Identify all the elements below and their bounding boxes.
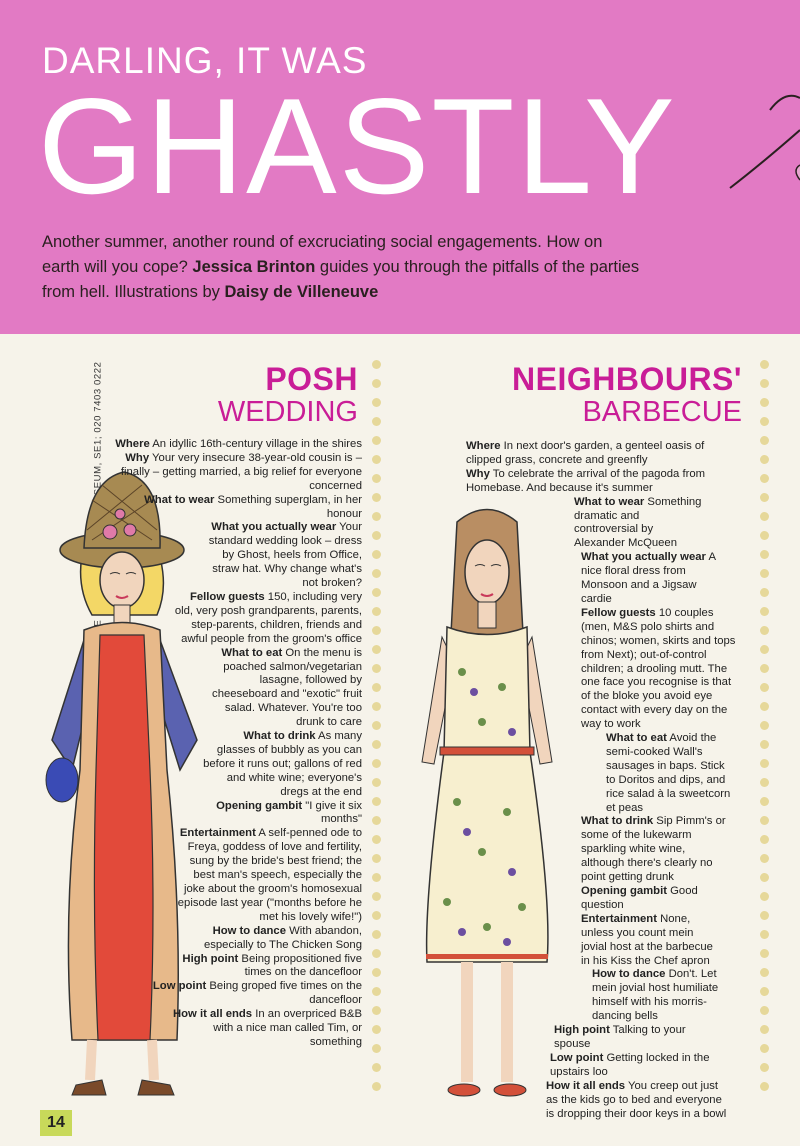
- divider-dot: [760, 436, 769, 445]
- entry-text: A nice floral dress from Monsoon and a Jigsaw cardie: [581, 551, 716, 605]
- entry-text: A self-penned ode to Freya, goddess of love and fertility, sung by the bride's best friend; the best man's speech, especially the joke about the groom's homosexual episode last year ("months before he met his lovely wife!"): [177, 827, 362, 923]
- entry: [550, 1052, 716, 1080]
- divider-dot: [760, 626, 769, 635]
- entry-label: Entertainment: [581, 912, 657, 925]
- entry: [202, 730, 362, 800]
- divider-dot: [372, 588, 381, 597]
- divider-dot: [760, 1025, 769, 1034]
- divider-dot: [760, 569, 769, 578]
- entry-text: In next door's garden, a genteel oasis of clipped grass, concrete and greenfly: [466, 440, 705, 466]
- kicker: DARLING, IT WAS: [42, 40, 368, 81]
- entry-label: What to wear: [574, 495, 645, 508]
- neighbours-barbecue-title-light: BARBECUE: [582, 396, 742, 428]
- entry-label: Where: [115, 438, 150, 450]
- entry: [190, 925, 362, 953]
- divider-dot: [760, 854, 769, 863]
- entry: [554, 1024, 716, 1052]
- divider-dot: [372, 930, 381, 939]
- neighbours-barbecue-heading: [470, 362, 742, 428]
- divider-dot: [760, 835, 769, 844]
- divider-dot: [760, 550, 769, 559]
- divider-dot: [372, 816, 381, 825]
- entry-label: Low point: [152, 980, 207, 993]
- divider-dot: [760, 968, 769, 977]
- divider-dot: [760, 588, 769, 597]
- divider-dot: [372, 531, 381, 540]
- divider-dot: [372, 645, 381, 654]
- entry-label: Fellow guests: [189, 590, 265, 603]
- divider-dot: [372, 512, 381, 521]
- posh-wedding-title-light: WEDDING: [217, 396, 358, 428]
- entry-label: How to dance: [212, 924, 286, 937]
- divider-dot: [760, 721, 769, 730]
- entry: [581, 885, 736, 913]
- divider-dot: [760, 911, 769, 920]
- entry-text: On the menu is poached salmon/vegetarian lasagne, followed by cheeseboard and "exotic" fruit salad. Whatever. You're too drunk to care: [212, 646, 362, 729]
- entry-label: How it all ends: [173, 1008, 253, 1021]
- entry-text: Being propositioned five times on the dancefloor: [238, 952, 362, 979]
- divider-dot: [760, 1082, 769, 1091]
- divider-dot: [760, 759, 769, 768]
- divider-dot: [372, 1006, 381, 1015]
- divider-dot: [760, 683, 769, 692]
- divider-dot: [372, 1025, 381, 1034]
- entry: [174, 591, 362, 647]
- entry-label: High point: [554, 1024, 610, 1037]
- divider-dot: [760, 512, 769, 521]
- entry-label: Low point: [550, 1051, 604, 1064]
- entry-label: Opening gambit: [581, 885, 667, 897]
- divider-dot: [760, 1006, 769, 1015]
- standfirst-text: guides you through the pitfalls of the parties from hell. Illustrations by: [42, 258, 640, 301]
- entry-text: With abandon, especially to The Chicken Song: [203, 924, 362, 951]
- entry-label: Where: [466, 440, 501, 452]
- entry-text: 150, including very old, very posh grandparents, parents, step-parents, children, friends and awful people from the groom's office: [174, 590, 362, 645]
- divider-dot: [760, 360, 769, 369]
- entry-label: How it all ends: [546, 1079, 626, 1092]
- divider-dot: [372, 683, 381, 692]
- entry-label: Why: [466, 467, 490, 480]
- divider-dot: [372, 740, 381, 749]
- entry-label: How to dance: [592, 968, 666, 981]
- entry: [100, 438, 362, 452]
- entry: [606, 732, 734, 815]
- divider-dot: [372, 417, 381, 426]
- entry: [200, 521, 362, 591]
- divider-dot: [760, 930, 769, 939]
- entry: [176, 800, 362, 828]
- entry-label: What to eat: [606, 732, 667, 745]
- entry-text: To celebrate the arrival of the pagoda from Homebase. And because it's summer: [466, 467, 706, 494]
- divider-dot: [372, 835, 381, 844]
- divider-dot: [372, 360, 381, 369]
- entry-label: What to eat: [221, 646, 283, 659]
- divider-dot: [372, 911, 381, 920]
- divider-dot: [372, 873, 381, 882]
- divider-dot: [760, 455, 769, 464]
- posh-wedding-title-bold: POSH: [265, 361, 358, 397]
- entry-text: Something dramatic and controversial by Alexander McQueen: [574, 495, 702, 550]
- entry-label: What you actually wear: [211, 521, 337, 534]
- divider-dot: [372, 1063, 381, 1072]
- entry-text: Something superglam, in her honour: [214, 493, 362, 520]
- divider-dot: [760, 892, 769, 901]
- entry-label: What to wear: [144, 493, 215, 506]
- divider-dot: [372, 436, 381, 445]
- entry-text: As many glasses of bubbly as you can before it runs out; gallons of red and white wine; everyone's dregs at the end: [203, 730, 362, 798]
- entry-label: Why: [125, 451, 150, 464]
- neighbours-barbecue-title-bold: NEIGHBOURS': [511, 361, 742, 397]
- divider-dot: [372, 968, 381, 977]
- divider-dot: [760, 740, 769, 749]
- headline: GHASTLY: [38, 70, 677, 222]
- divider-dot: [760, 493, 769, 502]
- divider-dot: [372, 664, 381, 673]
- entry-text: 10 couples (men, M&S polo shirts and chinos; women, skirts and tops from Next); out-of-control children; a drooling mutt. The one face you recognise is that of the bloke you avoid eye contact with every day on the way to work: [581, 606, 736, 731]
- posh-wedding-copy: [100, 438, 362, 1050]
- divider-dot: [372, 854, 381, 863]
- entry-label: What to drink: [243, 730, 316, 743]
- entry-label: What you actually wear: [581, 551, 706, 564]
- entry-text: Avoid the semi-cooked Wall's sausages in baps. Stick to Doritos and dips, and rice salad à la sweetcorn et peas: [606, 732, 731, 814]
- divider-dot: [760, 873, 769, 882]
- divider-dot: [372, 569, 381, 578]
- divider-dot: [760, 778, 769, 787]
- divider-dot: [372, 702, 381, 711]
- divider-dot: [372, 797, 381, 806]
- entry: [160, 1008, 362, 1050]
- entry-label: Opening gambit: [216, 799, 303, 812]
- divider-dot: [372, 379, 381, 388]
- entry: [574, 496, 702, 552]
- posh-wedding-heading: [170, 362, 358, 428]
- standfirst: [42, 230, 642, 305]
- entry-text: You creep out just as the kids go to bed and everyone is dropping their door keys in a bowl: [546, 1079, 727, 1120]
- entry-text: None, unless you count mein jovial host at the barbecue in his Kiss the Chef apron: [581, 912, 713, 967]
- divider-dot: [760, 379, 769, 388]
- entry: [581, 815, 726, 885]
- divider-dot: [760, 1044, 769, 1053]
- entry: [466, 468, 748, 496]
- divider-dot: [760, 816, 769, 825]
- divider-dot: [372, 949, 381, 958]
- entry: [466, 440, 738, 468]
- dot-divider-right: [760, 360, 770, 1101]
- entry-label: High point: [182, 952, 239, 965]
- standfirst-text: Another summer, another round of excruciating social engagements. How on earth will you cope?: [42, 233, 603, 276]
- divider-dot: [760, 987, 769, 996]
- divider-dot: [372, 721, 381, 730]
- divider-dot: [760, 398, 769, 407]
- author-name: Jessica Brinton: [192, 258, 316, 276]
- divider-dot: [760, 702, 769, 711]
- divider-dot: [760, 664, 769, 673]
- entry-text: Being groped five times on the dancefloor: [206, 980, 362, 1007]
- divider-dot: [372, 455, 381, 464]
- divider-dot: [372, 759, 381, 768]
- entry: [144, 980, 362, 1008]
- entry-text: Good question: [581, 885, 698, 911]
- divider-dot: [372, 626, 381, 635]
- illustrator-name: Daisy de Villeneuve: [224, 283, 379, 301]
- dot-divider-left: [372, 360, 382, 1101]
- entry: [100, 452, 362, 494]
- divider-dot: [372, 892, 381, 901]
- divider-dot: [372, 607, 381, 616]
- entry-text: Your standard wedding look – dress by Ghost, heels from Office, straw hat. Why change what's not broken?: [208, 521, 362, 590]
- entry: [174, 827, 362, 924]
- divider-dot: [760, 417, 769, 426]
- entry-text: Sip Pimm's or some of the lukewarm sparkling white wine, although there's clearly no point getting drunk: [581, 815, 726, 884]
- entry: [592, 968, 722, 1024]
- entry-label: What to drink: [581, 815, 654, 828]
- header-illustration: [700, 70, 800, 190]
- entry-text: Talking to your spouse: [554, 1024, 686, 1050]
- entry: [198, 647, 362, 730]
- entry-text: Getting locked in the upstairs loo: [550, 1051, 710, 1078]
- entry-text: An idyllic 16th-century village in the shires: [149, 438, 362, 450]
- entry: [546, 1080, 732, 1122]
- entry: [142, 494, 362, 522]
- divider-dot: [760, 531, 769, 540]
- page-number: 14: [40, 1110, 72, 1136]
- entry: [156, 953, 362, 981]
- divider-dot: [760, 645, 769, 654]
- divider-dot: [760, 1063, 769, 1072]
- entry-text: Your very insecure 38-year-old cousin is – finally – getting married, a big relief for everyone concerned: [120, 451, 362, 492]
- entry-text: "I give it six months": [302, 799, 362, 826]
- divider-dot: [372, 493, 381, 502]
- divider-dot: [372, 398, 381, 407]
- entry: [581, 913, 722, 969]
- header-band: [0, 0, 800, 334]
- divider-dot: [760, 797, 769, 806]
- divider-dot: [372, 1044, 381, 1053]
- divider-dot: [372, 778, 381, 787]
- divider-dot: [760, 607, 769, 616]
- divider-dot: [372, 1082, 381, 1091]
- divider-dot: [372, 987, 381, 996]
- divider-dot: [372, 550, 381, 559]
- neighbours-barbecue-copy: [466, 440, 756, 1121]
- divider-dot: [372, 474, 381, 483]
- entry-text: Don't. Let mein jovial host humiliate himself with his morris-dancing bells: [592, 968, 719, 1023]
- entry: [581, 551, 716, 607]
- entry-text: In an overpriced B&B with a nice man called Tim, or something: [213, 1008, 362, 1048]
- entry-label: Entertainment: [179, 827, 256, 840]
- entry-label: Fellow guests: [581, 606, 656, 619]
- entry: [581, 607, 736, 732]
- divider-dot: [760, 949, 769, 958]
- divider-dot: [760, 474, 769, 483]
